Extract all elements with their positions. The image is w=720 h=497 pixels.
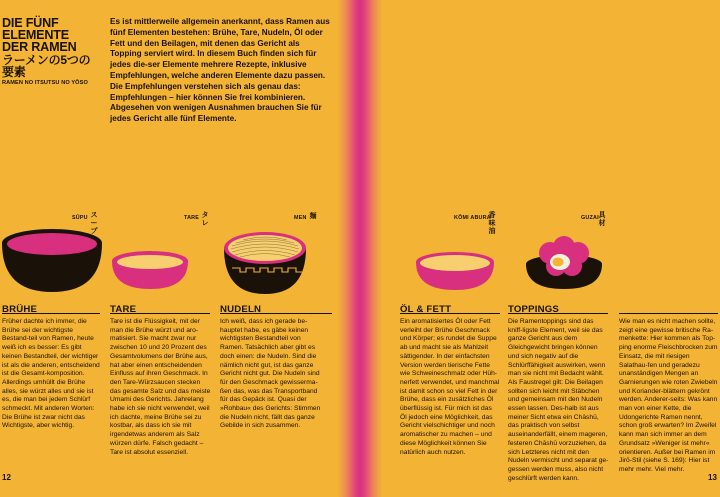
rule-toppings: [508, 313, 608, 314]
label-tare: TARE: [184, 215, 200, 221]
heading-oil-fat: ÖL & FETT: [400, 304, 452, 315]
heading-noodles: NUDELN: [220, 304, 262, 315]
heading-broth: BRÜHE: [2, 304, 38, 315]
title-line-2: ELEMENTE: [2, 28, 69, 42]
bowl-noodles-icon: [224, 232, 306, 294]
subtitle-romaji: RAMEN NO ITSUTSU NO YŌSO: [2, 80, 88, 86]
kanji-supu: スープ: [90, 212, 98, 235]
bowl-toppings-icon: [526, 236, 602, 289]
text-tare: Tare ist die Flüssigkeit, mit der man die Brühe würzt und aro-matisiert. Sie macht zwar nur zwischen 10 und 20 Prozent des Gesamtvolumens der Brühe aus, hat aber einen entscheidenden Einfluss auf ihren Geschmack. In den Tare-Würzsaucen stecken das gesamte Salz und das meiste Umami des Gerichts. Jahrelang habe ich sie nicht verwendet, weil ich dachte, meine Brühe sei zu kostbar, als dass ich sie mit irgendetwas anderem als Salz würzen dürfe. Falsch gedacht – Tare ist absolut essenziell.: [110, 318, 211, 456]
rule-tare: [110, 313, 210, 314]
rule-broth: [2, 313, 100, 314]
heading-toppings: TOPPINGS: [508, 304, 560, 315]
bowl-broth-icon: [2, 229, 102, 292]
text-oil-fat: Ein aromatisiertes Öl oder Fett verleiht der Brühe Geschmack und Körper; es rundet die Suppe ab und macht sie als Mahlzeit sättigender. In der einfachsten Version werden tierische Fette wie Schweineschmalz oder Hüh-nerfett verwendet, und manchmal ist damit schon so viel Fett in der Brühe, dass ein zusätzliches Öl überflüssig ist. Für mich ist das Öl jedoch eine Möglichkeit, das Gericht vielschichtiger und noch aromatischer zu machen – und diese Möglichkeit können Sie natürlich auch nutzen.: [400, 318, 500, 456]
label-men: MEN: [294, 215, 307, 221]
bowl-tare-icon: [112, 251, 188, 289]
kanji-tare: タレ: [201, 212, 209, 227]
title-japanese: ラーメンの5つの要素: [2, 53, 91, 79]
kanji-guzai: 具材: [598, 212, 606, 227]
rule-oil-fat: [400, 313, 500, 314]
page-number-left: 12: [2, 473, 11, 482]
rule-noodles: [220, 313, 332, 314]
label-guzai: GUZAI: [581, 215, 599, 221]
text-toppings: Die Ramentoppings sind das kniff-ligste Element, weil sie das ganze Gericht aus dem Gleichgewicht bringen können und sich negativ auf die Schlürffähigkeit auswirken, wenn man sie nicht mit Bedacht wählt. Als Faustregel gilt: Die Beilagen sollten sich leicht mit Stäbchen und gemeinsam mit den Nudeln essen lassen. Des-halb ist aus meiner Sicht etwa ein Chāshū, das praktisch von selbst auseinanderfällt, einem mageren, festeren Chāshū vorzuziehen, da sich Letzteres nicht mit den Nudeln vermischt und separat ge-gessen werden muss, also nicht geschlürft werden kann.: [508, 318, 609, 482]
text-noodles: Ich weiß, dass ich gerade be-hauptet habe, es gäbe keinen wichtigsten Bestandteil von Ramen. Tatsächlich aber gibt es doch einen: die Nudeln. Sind die nämlich nicht gut, ist das ganze Gericht nicht gut. Die Nudeln sind für den Geschmack gewisserma-ßen das, was das Transportband für das Gepäck ist. Quasi der »Rohbau« des Gerichts: Stimmen die Nudeln nicht, fällt das ganze Gebilde in sich zusammen.: [220, 318, 321, 430]
kanji-men: 麺: [309, 213, 317, 220]
label-komi-abura: KŌMI ABURA: [454, 215, 491, 221]
text-toppings-continued: Wie man es nicht machen sollte, zeigt eine gewisse britische Ra-menkette: Hier kommen als Top-ping enorme Fleischbrocken zum Einsatz, die mit riesigen Salathau-fen und geradezu unanständigen Mengen an Garnierungen wie roten Zwiebeln und Koriander-blättern gekrönt werden. Anderer-seits: Was kann man von einer Kette, die Udongerichte Ramen nennt, schon groß erwarten? Im Zweifel kann man sich immer an dem Grundsatz »Weniger ist mehr« orientieren. Außer bei Ramen im Jirō-Stil (siehe S. 169): Hier ist mehr mehr. Viel mehr.: [619, 318, 718, 473]
rule-continued: [619, 313, 718, 314]
title-line-1: DIE FÜNF: [2, 16, 59, 30]
text-broth: Früher dachte ich immer, die Brühe sei der wichtigste Bestand-teil von Ramen, heute weiß ich es besser: Es gibt keinen Bestandteil, der wichtiger ist als die anderen, entscheidend ist die Gesamt-komposition. Allerdings umhüllt die Brühe alles, sie würzt alles und sie ist es, die man bei jedem Schlürf schmeckt. Mit anderen Worten: Die Brühe ist zwar nicht das Wichtigste, aber wichtig.: [2, 318, 100, 430]
heading-tare: TARE: [110, 304, 137, 315]
label-supu: SŪPU: [72, 215, 88, 221]
intro-paragraph: Es ist mittlerweile allgemein anerkannt, dass Ramen aus fünf Elementen bestehen: Brühe, Tare, Nudeln, Öl oder Fett und den Beilagen, mit denen das Gericht als Topping serviert wird. In diesem Buch finden sich für jedes die-ser Elemente mehrere Rezepte, inklusive Empfehlungen, welche anderen Elemente dazu passen. Die Empfehlungen verstehen sich als genau das: Empfehlungen – hier können Sie frei kombinieren. Abgesehen von wenigen Ausnahmen brauchen Sie für jedes Gericht alle fünf Elemente.: [110, 17, 330, 124]
kanji-komi-abura: 香味油: [488, 212, 496, 235]
bowl-oil-icon: [416, 252, 494, 290]
page-number-right: 13: [708, 473, 717, 482]
title-line-3: DER RAMEN: [2, 40, 77, 54]
